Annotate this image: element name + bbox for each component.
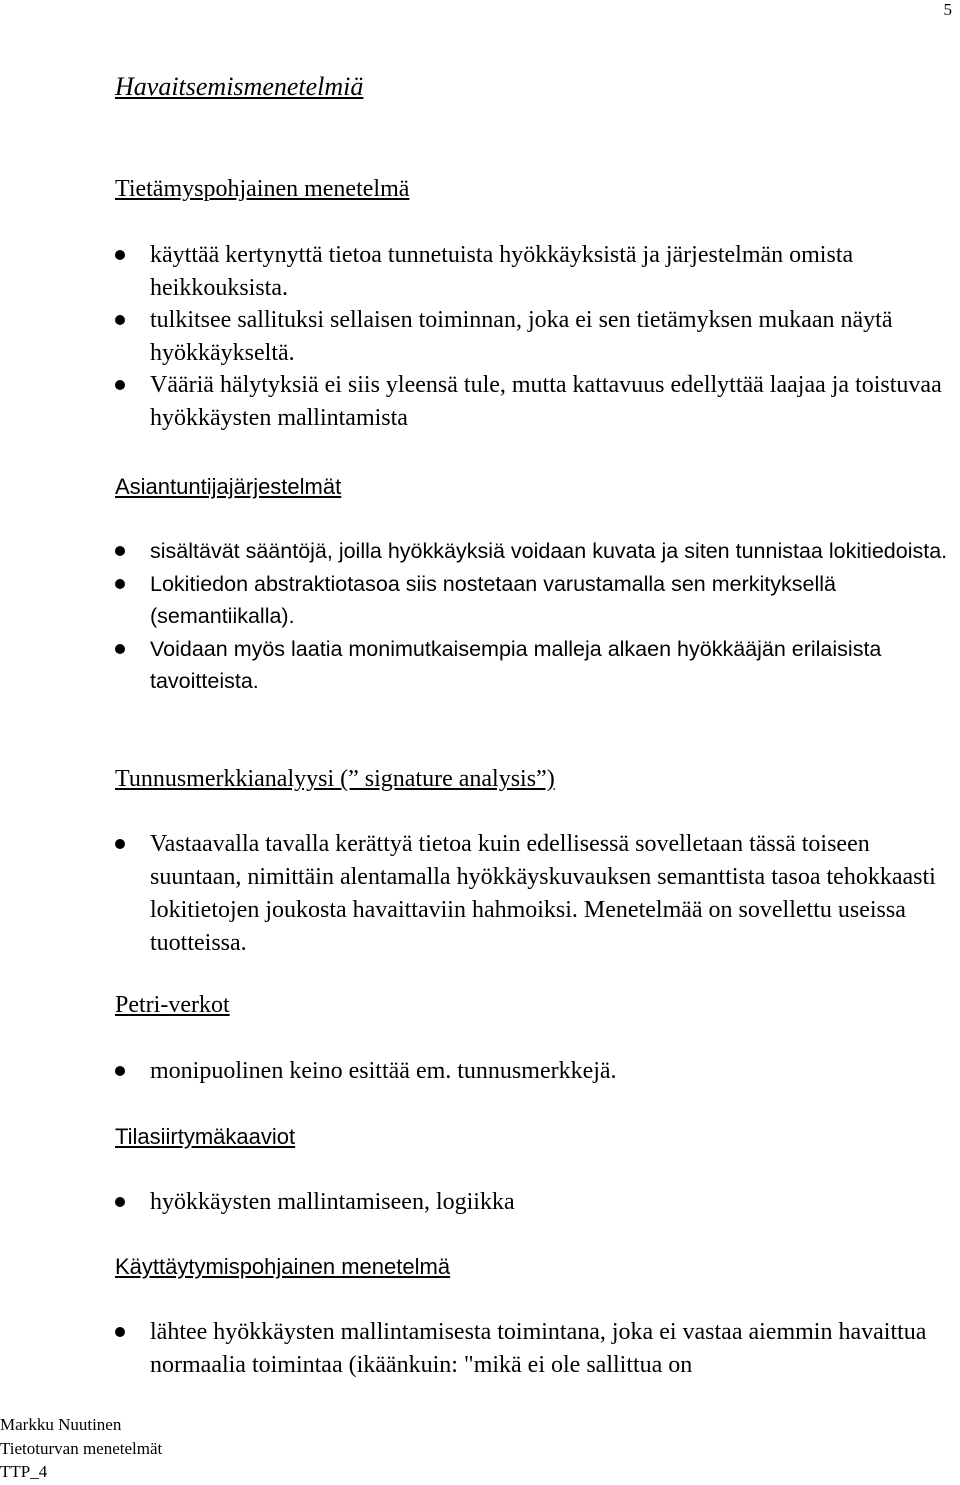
list-item — [0, 1055, 960, 1088]
footer-course: Tietoturvan menetelmät — [0, 1438, 163, 1458]
list-item — [0, 369, 960, 434]
section-heading-tilasiirtymakaaviot: Tilasiirtymäkaaviot — [115, 1124, 296, 1149]
bullet-icon — [115, 1327, 125, 1337]
list-item — [0, 568, 960, 633]
list-item-text: monipuolinen keino esittää em. tunnusmerkkejä. — [150, 1058, 617, 1084]
bullet-list-tilasiirtymakaaviot — [0, 1186, 960, 1219]
bullet-list-petri-verkot — [0, 1055, 960, 1088]
list-item-text: tulkitsee sallituksi sellaisen toiminnan, joka ei sen tietämyksen mukaan näytä hyökkäykseltä. — [150, 307, 893, 366]
list-item — [0, 535, 960, 568]
section-heading-petri-verkot: Petri-verkot — [115, 992, 230, 1018]
section-heading-asiantuntijajarjestelmat: Asiantuntijajärjestelmät — [115, 474, 342, 499]
bullet-icon — [115, 1197, 125, 1207]
bullet-icon — [115, 1066, 125, 1076]
bullet-list-tunnusmerkkianalyysi — [0, 828, 960, 960]
section-heading-tietamyspohjainen: Tietämyspohjainen menetelmä — [115, 176, 410, 202]
list-item-text: lähtee hyökkäysten mallintamisesta toimintana, joka ei vastaa aiemmin havaittua normaalia toimintaa (ikäänkuin: "mikä ei ole sallittua on — [150, 1319, 927, 1378]
bullet-icon — [115, 839, 125, 849]
list-item-text: käyttää kertynyttä tietoa tunnetuista hyökkäyksistä ja järjestelmän omista heikkouksista. — [150, 242, 854, 301]
bullet-list-kayttaytymispohjainen — [0, 1316, 960, 1381]
section-heading-tunnusmerkkianalyysi: Tunnusmerkkianalyysi (” signature analysis”) — [115, 766, 555, 792]
bullet-list-asiantuntijajarjestelmat — [0, 535, 960, 698]
page-footer — [0, 1413, 162, 1484]
page-title: Havaitsemismenetelmiä — [115, 72, 364, 101]
section-heading-kayttaytymispohjainen: Käyttäytymispohjainen menetelmä — [115, 1254, 451, 1279]
bullet-icon — [115, 579, 125, 589]
list-item — [0, 633, 960, 698]
list-item-text: sisältävät sääntöjä, joilla hyökkäyksiä voidaan kuvata ja siten tunnistaa lokitiedoista. — [150, 539, 948, 563]
list-item-text: Vääriä hälytyksiä ei siis yleensä tule, mutta kattavuus edellyttää laajaa ja toistuvaa hyökkäysten mallintamista — [150, 372, 942, 431]
list-item — [0, 828, 960, 960]
list-item — [0, 1186, 960, 1219]
list-item-text: Lokitiedon abstraktiotasoa siis nostetaan varustamalla sen merkityksellä (semantiikalla). — [150, 571, 836, 628]
page-number: 5 — [943, 0, 952, 19]
bullet-icon — [115, 315, 125, 325]
bullet-icon — [115, 644, 125, 654]
bullet-list-tietamyspohjainen — [0, 239, 960, 434]
footer-author: Markku Nuutinen — [0, 1415, 122, 1434]
list-item — [0, 1316, 960, 1381]
list-item-text: hyökkäysten mallintamiseen, logiikka — [150, 1189, 515, 1215]
list-item-text: Vastaavalla tavalla kerättyä tietoa kuin edellisessä sovelletaan tässä toiseen suuntaan, nimittäin alentamalla hyökkäyskuvauksen semanttista tasoa tehokkaasti lokitietojen joukosta havaittaviin hahmoiksi. Menetelmää on sovellettu useissa tuotteissa. — [150, 831, 936, 956]
list-item — [0, 304, 960, 369]
bullet-icon — [115, 380, 125, 390]
bullet-icon — [115, 546, 125, 556]
list-item — [0, 239, 960, 304]
list-item-text: Voidaan myös laatia monimutkaisempia malleja alkaen hyökkääjän erilaisista tavoitteista. — [150, 636, 882, 693]
footer-code: TTP_4 — [0, 1462, 48, 1481]
bullet-icon — [115, 250, 125, 260]
